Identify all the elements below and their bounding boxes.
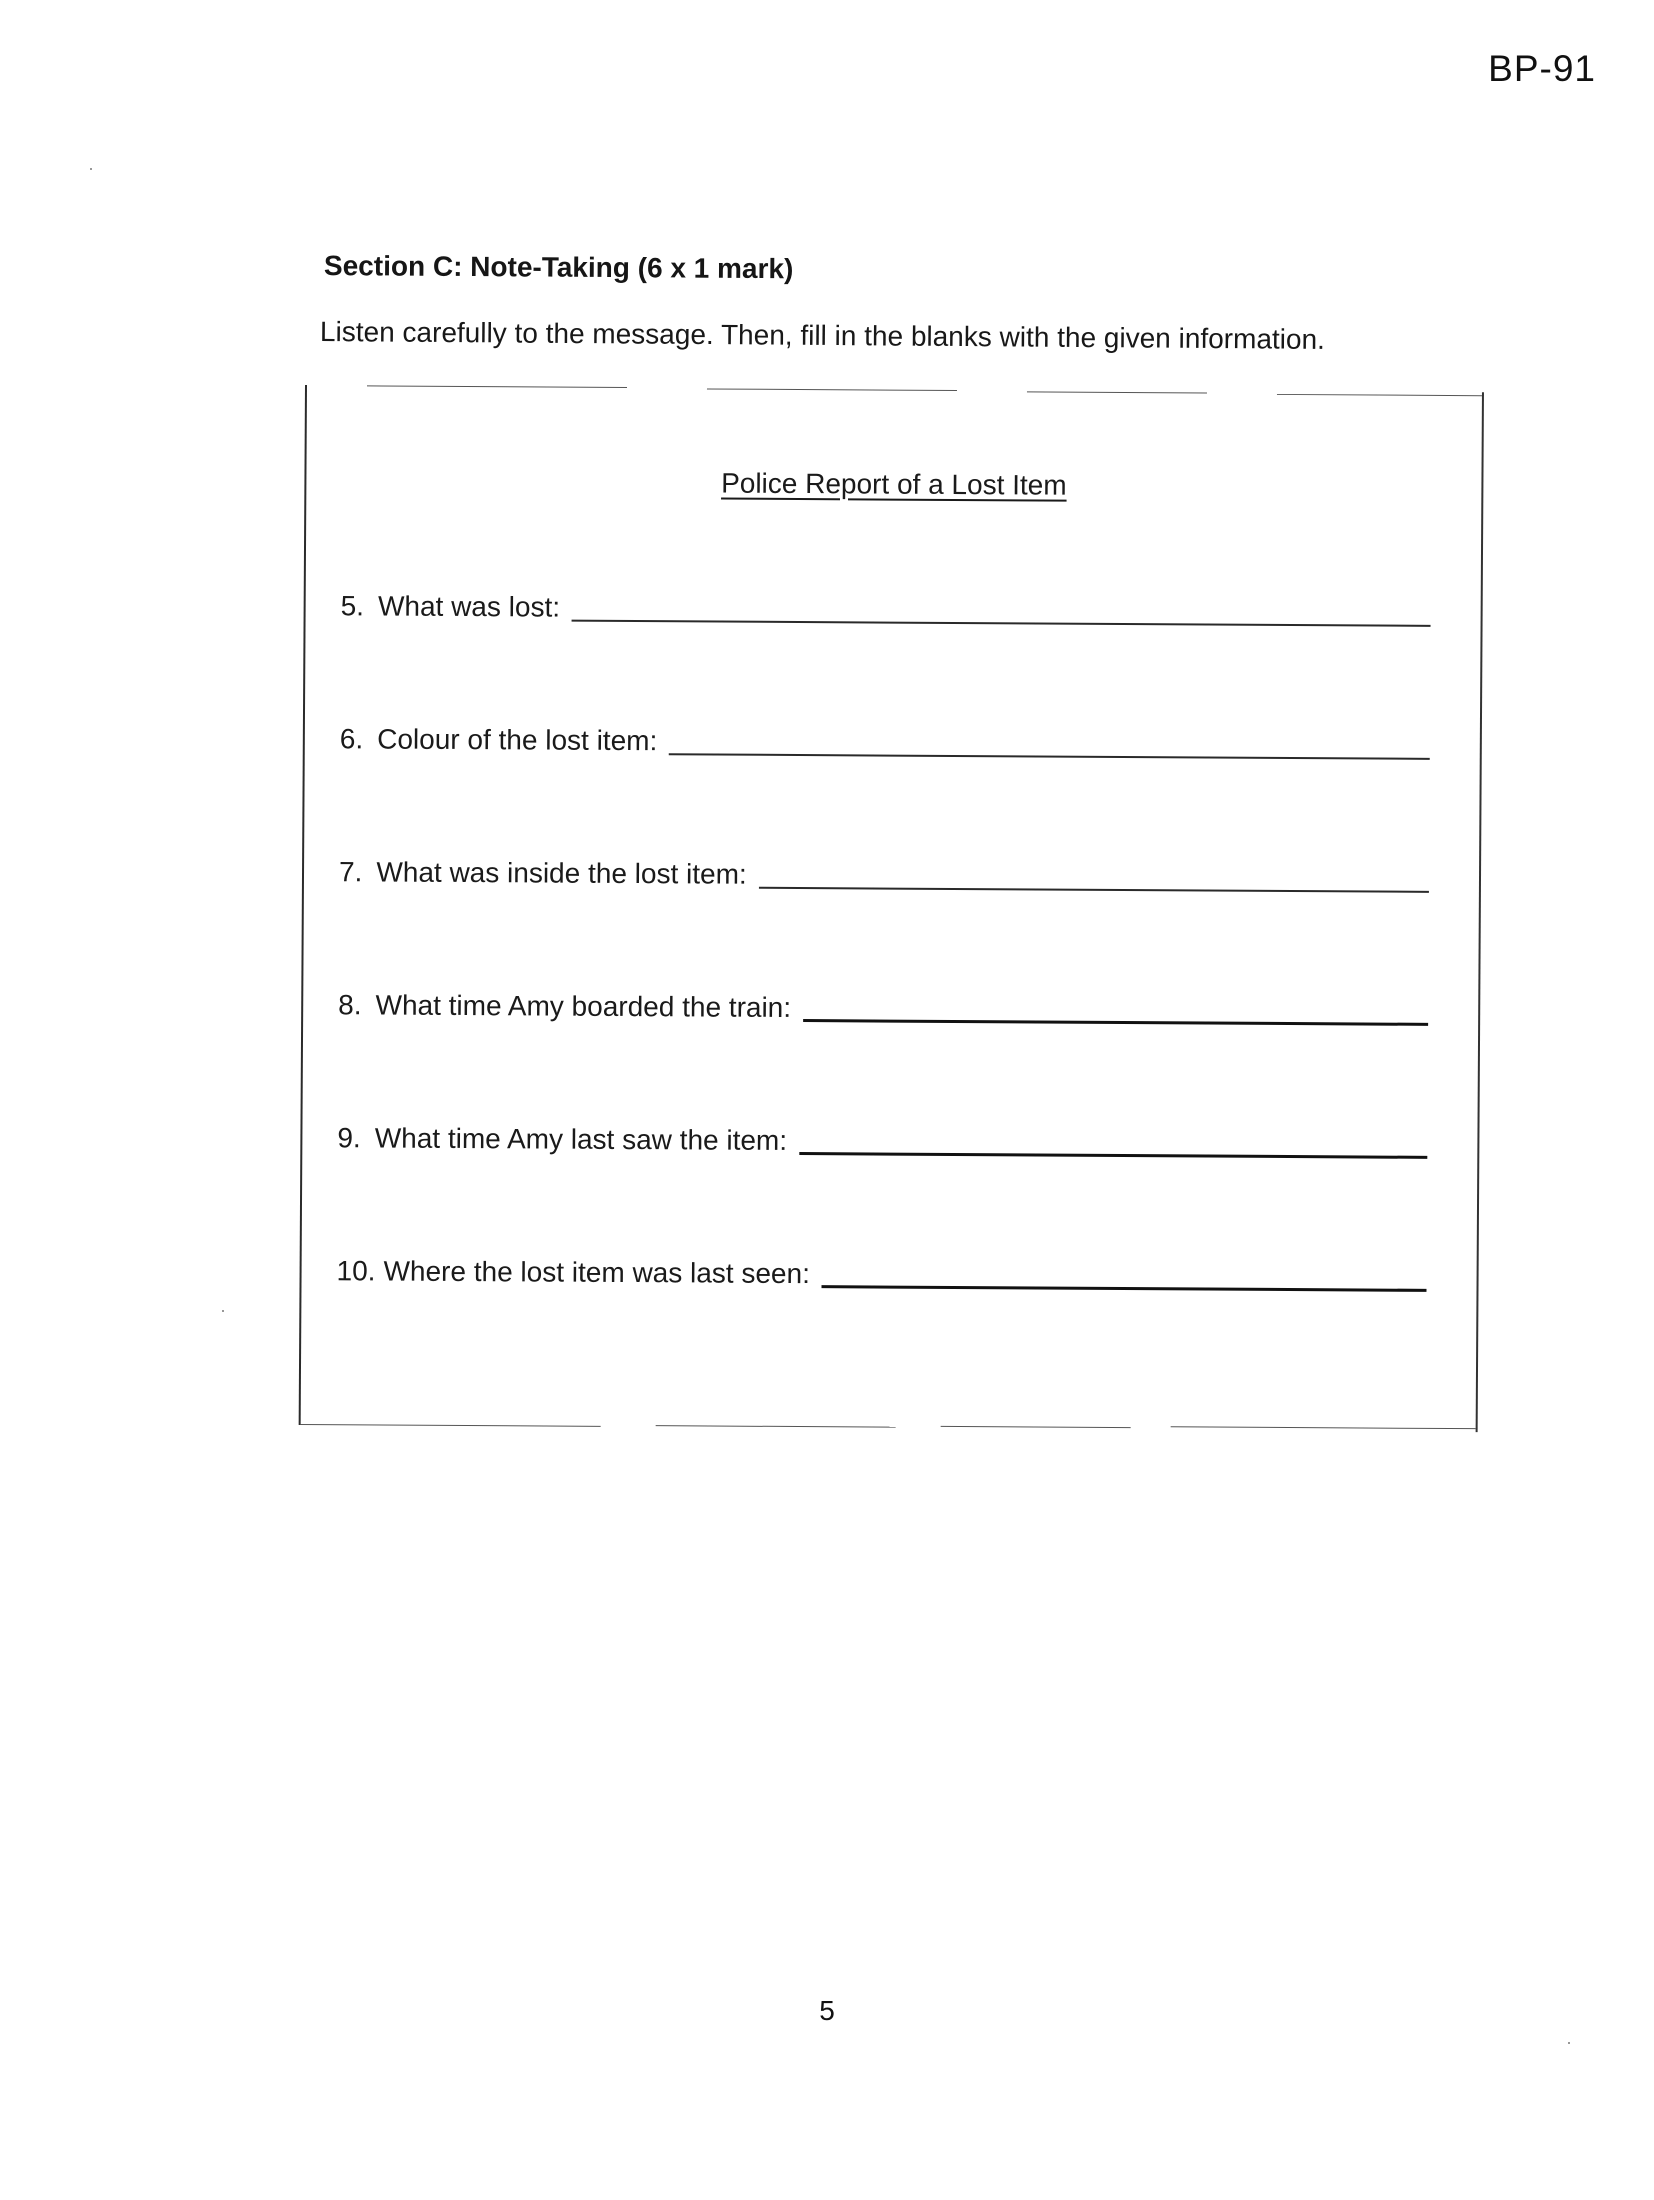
question-number: 9.: [337, 1122, 361, 1154]
question-6: [340, 723, 1430, 762]
answer-line-5[interactable]: [572, 619, 1431, 627]
page-code: BP-91: [1488, 48, 1596, 89]
answer-line-8[interactable]: [803, 1018, 1428, 1026]
question-label: What time Amy last saw the item:: [374, 1122, 788, 1156]
box-bottom-edge: [1171, 1426, 1476, 1429]
answer-line-7[interactable]: [759, 886, 1429, 893]
box-top-edge: [1027, 391, 1207, 393]
question-number: 8.: [338, 989, 362, 1021]
question-number: 5.: [340, 590, 365, 622]
question-number: 10.: [336, 1255, 376, 1287]
scan-speck: [1568, 2042, 1570, 2044]
box-bottom-edge: [656, 1425, 896, 1427]
section-title: Section C: Note-Taking (6 x 1 mark): [323, 250, 794, 285]
question-5: [341, 590, 1431, 629]
question-label: Colour of the lost item:: [377, 723, 658, 757]
question-8: [338, 989, 1428, 1028]
question-label: What was lost:: [377, 590, 561, 623]
report-title: Police Report of a Lost Item: [721, 467, 1067, 501]
question-10: [336, 1255, 1426, 1294]
question-9: [337, 1122, 1427, 1161]
question-number: 7.: [338, 856, 363, 888]
scan-speck: [222, 1310, 224, 1312]
report-box: [299, 385, 1484, 1432]
box-bottom-edge: [941, 1426, 1131, 1428]
question-label: What was inside the lost item:: [376, 856, 747, 890]
answer-line-10[interactable]: [822, 1284, 1427, 1292]
box-top-edge: [367, 385, 627, 388]
question-number: 6.: [339, 723, 364, 755]
box-bottom-edge: [301, 1424, 601, 1427]
scan-speck: [90, 168, 92, 170]
answer-line-9[interactable]: [799, 1151, 1427, 1159]
box-top-edge: [1277, 394, 1482, 396]
box-top-edge: [707, 388, 957, 391]
instructions-text: Listen carefully to the message. Then, fill in the blanks with the given information.: [319, 316, 1326, 355]
question-label: Where the lost item was last seen:: [383, 1255, 811, 1290]
question-7: [339, 856, 1429, 895]
answer-line-6[interactable]: [669, 752, 1430, 760]
question-label: What time Amy boarded the train:: [375, 989, 792, 1023]
page-number: 5: [819, 1995, 835, 2026]
